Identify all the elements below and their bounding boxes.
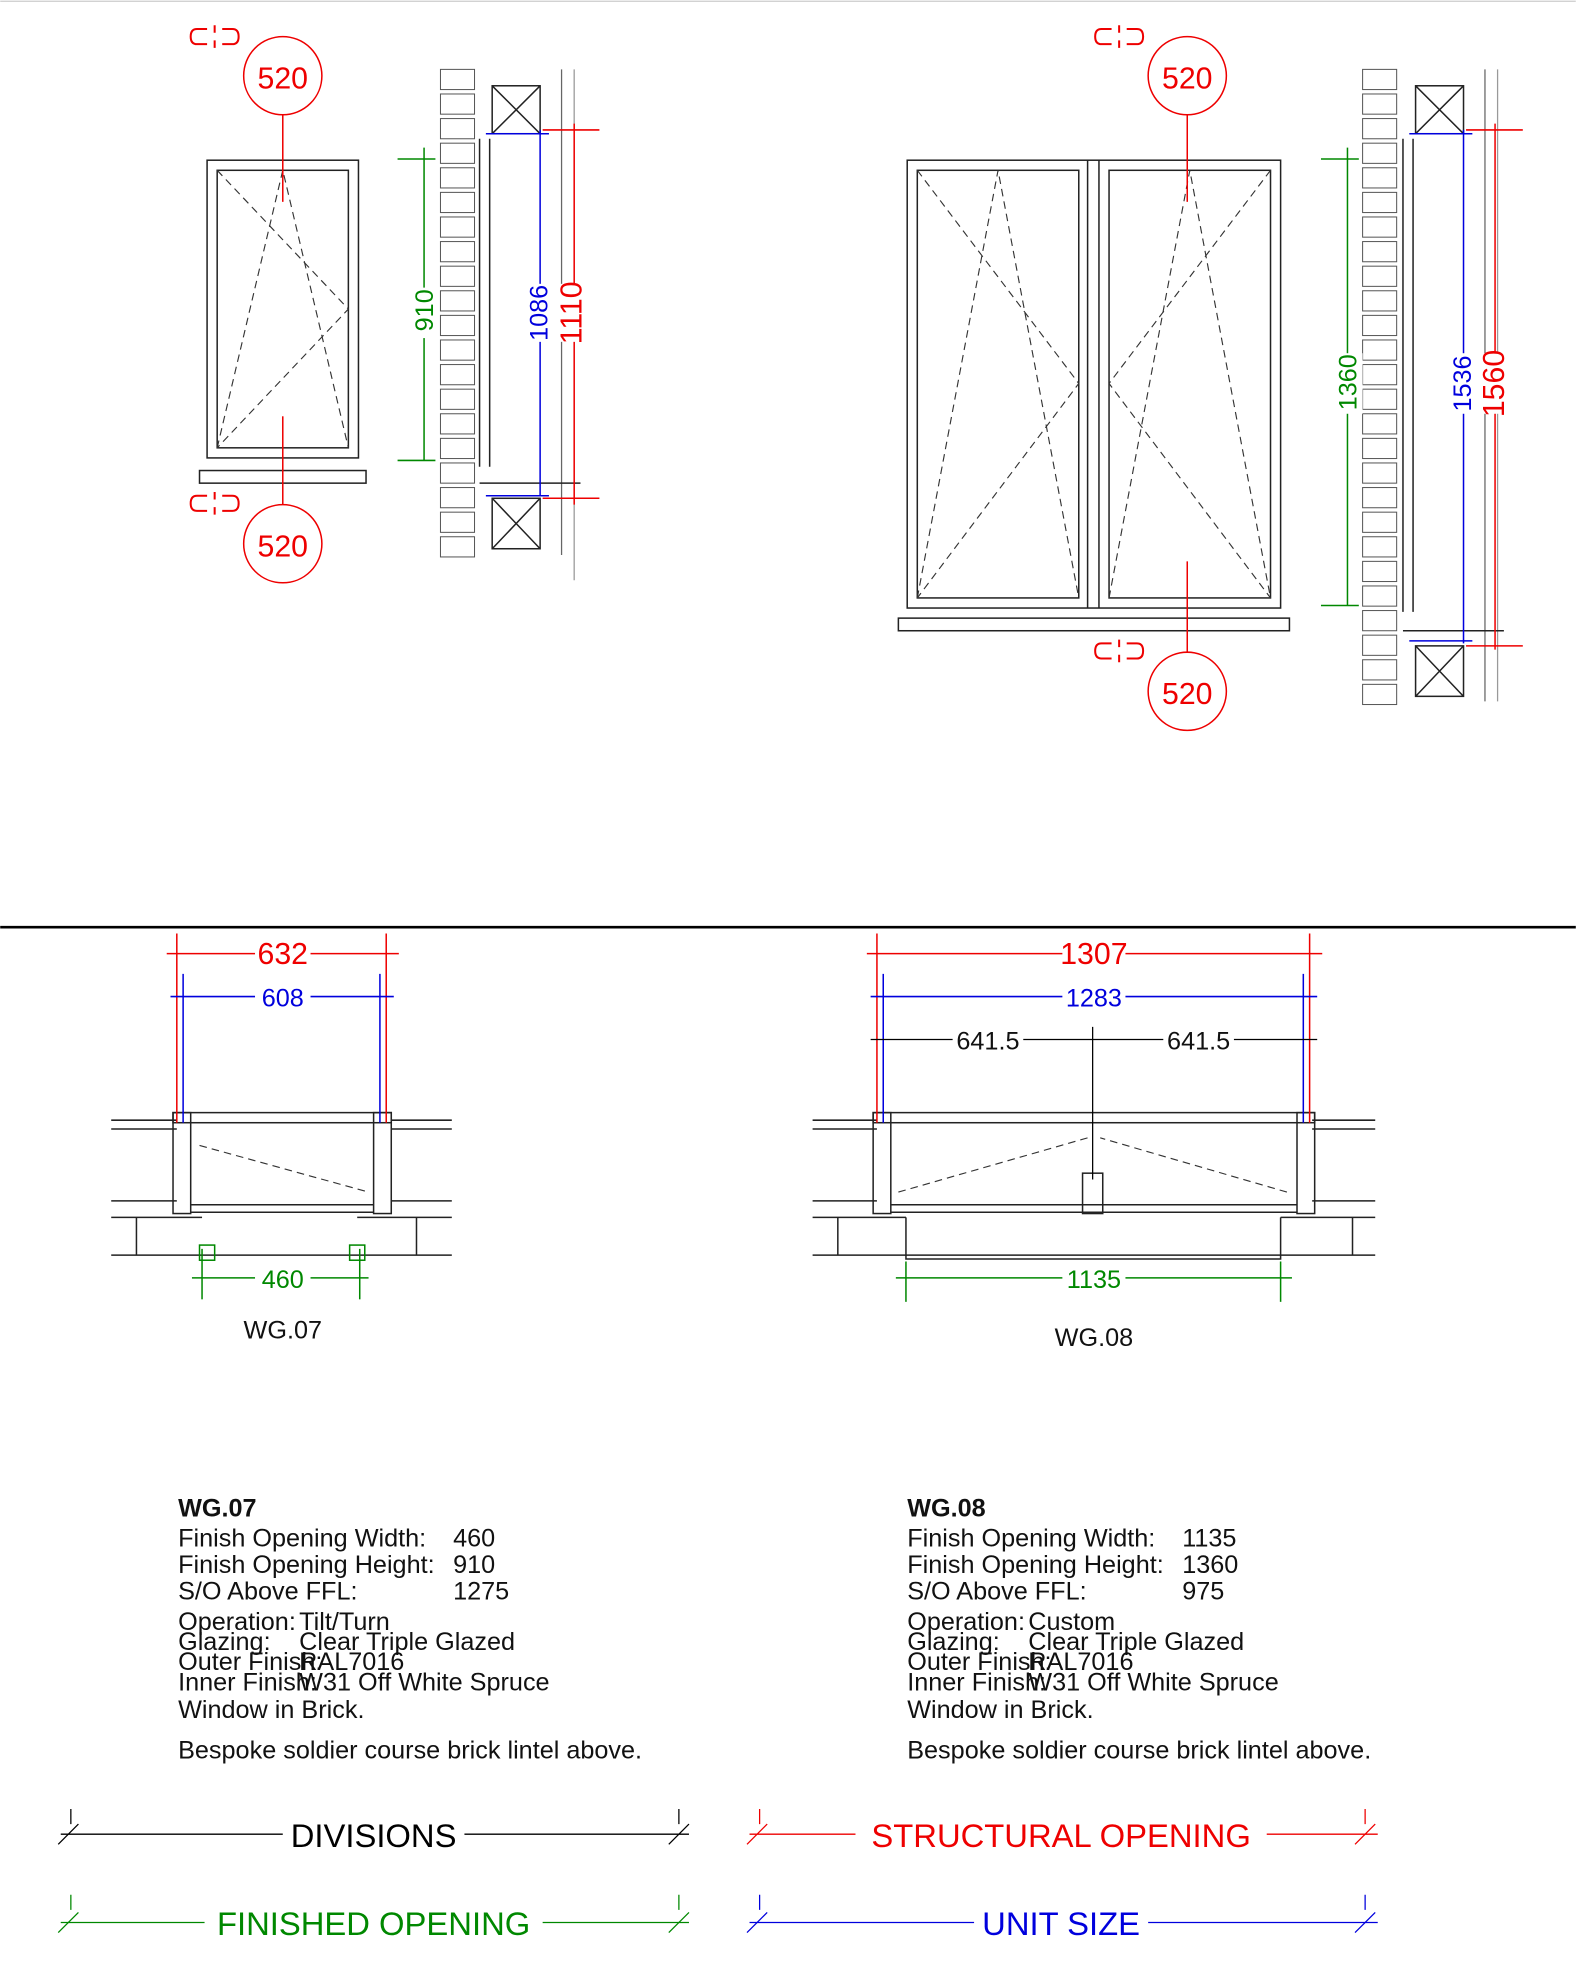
- detail-label: Outer Finish:: [178, 1648, 323, 1677]
- brick-course: [440, 414, 474, 434]
- dim-structural-height: 1560: [1477, 349, 1511, 418]
- detail-value: RAL7016: [299, 1648, 405, 1677]
- detail-label: Glazing:: [178, 1628, 271, 1657]
- brick-course: [1363, 217, 1397, 237]
- dim-unit-height: 1536: [1449, 355, 1478, 412]
- brick-course: [1363, 119, 1397, 139]
- brick-course: [1363, 365, 1397, 385]
- brick-course: [440, 291, 474, 311]
- dim-finished-height: 910: [410, 289, 439, 332]
- spec-label: Finish Opening Height:: [178, 1551, 435, 1580]
- brick-course: [440, 389, 474, 409]
- brick-course: [1363, 242, 1397, 262]
- dim-structural-height: 1110: [555, 281, 589, 345]
- brick-course: [1363, 635, 1397, 655]
- detail-value: W31 Off White Spruce: [299, 1668, 550, 1697]
- brick-course: [1363, 684, 1397, 704]
- legend-label: FINISHED OPENING: [216, 1905, 531, 1943]
- spec-label: S/O Above FFL:: [178, 1577, 358, 1606]
- spec-title: WG.07: [178, 1494, 257, 1523]
- legend-label: DIVISIONS: [290, 1816, 457, 1854]
- brick-course: [440, 69, 474, 89]
- wg07-spec: [178, 1494, 642, 1764]
- brick-course: [1363, 488, 1397, 508]
- brick-course: [440, 242, 474, 262]
- spec-label: S/O Above FFL:: [907, 1577, 1087, 1606]
- dim-unit-height: 1086: [525, 284, 554, 341]
- section-cut-icon: [191, 25, 239, 48]
- section-cut-icon: [1095, 640, 1143, 663]
- legend-unit-size: [747, 1895, 1378, 1943]
- brick-course: [440, 143, 474, 163]
- dim-division-left: 641.5: [956, 1027, 1020, 1056]
- section-ref-label: 520: [1162, 677, 1213, 711]
- dim-finished-width: 1135: [1066, 1265, 1122, 1294]
- spec-label: Finish Opening Height:: [907, 1551, 1164, 1580]
- spec-title: WG.08: [907, 1494, 986, 1523]
- brick-course: [1363, 69, 1397, 89]
- brick-course: [440, 266, 474, 286]
- section-marker-top[interactable]: [1095, 25, 1226, 115]
- brick-course: [1363, 561, 1397, 581]
- section-cut-icon: [191, 492, 239, 515]
- spec-label: Finish Opening Width:: [178, 1524, 427, 1553]
- wg07-section: [398, 69, 600, 580]
- detail-value: Clear Triple Glazed: [1028, 1628, 1245, 1657]
- spec-value: 910: [453, 1551, 496, 1580]
- brick-course: [1363, 414, 1397, 434]
- brick-course: [440, 365, 474, 385]
- detail-value: RAL7016: [1028, 1648, 1134, 1677]
- detail-label: Inner Finish:: [907, 1668, 1046, 1697]
- wg08-plan: [813, 933, 1376, 1352]
- brick-course: [440, 438, 474, 458]
- brick-course: [440, 168, 474, 188]
- detail-value: Clear Triple Glazed: [299, 1628, 516, 1657]
- dim-division-right: 641.5: [1167, 1027, 1231, 1056]
- section-ref-label: 520: [1162, 62, 1213, 96]
- brick-course: [440, 119, 474, 139]
- brick-course: [440, 94, 474, 114]
- legend: [58, 1809, 1378, 1943]
- spec-note: Bespoke soldier course brick lintel above.: [178, 1736, 643, 1765]
- window-tag: WG.08: [1054, 1323, 1134, 1352]
- detail-value: W31 Off White Spruce: [1028, 1668, 1279, 1697]
- wg07-elevation: [191, 25, 366, 583]
- brick-course: [1363, 660, 1397, 680]
- spec-label: Finish Opening Width:: [907, 1524, 1156, 1553]
- brick-course: [440, 512, 474, 532]
- brick-course: [1363, 340, 1397, 360]
- legend-label: UNIT SIZE: [982, 1905, 1141, 1943]
- brick-course: [440, 488, 474, 508]
- brick-course: [440, 340, 474, 360]
- wg08-section: [1321, 69, 1523, 704]
- brick-course: [1363, 512, 1397, 532]
- legend-finished-opening: [58, 1895, 689, 1943]
- section-ref-label: 520: [257, 62, 309, 96]
- section-cut-icon: [1095, 25, 1143, 48]
- dim-structural-width: 632: [257, 937, 309, 971]
- detail-label: Outer Finish:: [907, 1648, 1052, 1677]
- detail-label: Inner Finish:: [178, 1668, 317, 1697]
- dim-structural-width: 1307: [1060, 937, 1128, 971]
- brick-course: [1363, 438, 1397, 458]
- spec-value: 975: [1182, 1577, 1225, 1606]
- section-marker-bottom[interactable]: [191, 492, 322, 583]
- brick-course: [440, 315, 474, 335]
- brick-course: [440, 192, 474, 212]
- detail-label: Glazing:: [907, 1628, 1000, 1657]
- wg08-spec: [907, 1494, 1371, 1764]
- brick-course: [1363, 266, 1397, 286]
- spec-note: Window in Brick.: [178, 1696, 365, 1725]
- legend-label: STRUCTURAL OPENING: [871, 1816, 1251, 1854]
- brick-course: [1363, 143, 1397, 163]
- brick-course: [440, 537, 474, 557]
- brick-course: [440, 217, 474, 237]
- brick-course: [1363, 463, 1397, 483]
- section-ref-label: 520: [257, 530, 309, 564]
- brick-course: [440, 463, 474, 483]
- spec-value: 460: [453, 1524, 496, 1553]
- brick-course: [1363, 291, 1397, 311]
- brick-course: [1363, 537, 1397, 557]
- section-marker-top[interactable]: [191, 25, 322, 115]
- detail-value: Custom: [1028, 1607, 1116, 1636]
- spec-value: 1135: [1182, 1524, 1237, 1553]
- wg07-plan: [111, 933, 452, 1344]
- section-marker-bottom[interactable]: [1095, 640, 1226, 731]
- dim-finished-height: 1360: [1334, 354, 1363, 411]
- detail-label: Operation:: [907, 1607, 1025, 1636]
- spec-value: 1360: [1182, 1551, 1239, 1580]
- detail-value: Tilt/Turn: [299, 1607, 390, 1636]
- dim-unit-width: 1283: [1065, 984, 1122, 1013]
- brick-course: [1363, 94, 1397, 114]
- dim-finished-width: 460: [261, 1265, 304, 1294]
- spec-note: Bespoke soldier course brick lintel above.: [907, 1736, 1372, 1765]
- brick-course: [1363, 389, 1397, 409]
- spec-value: 1275: [453, 1577, 510, 1606]
- brick-course: [1363, 586, 1397, 606]
- detail-label: Operation:: [178, 1607, 296, 1636]
- wg08-elevation: [898, 25, 1289, 730]
- legend-structural-opening: [747, 1809, 1378, 1854]
- brick-course: [1363, 192, 1397, 212]
- window-tag: WG.07: [243, 1316, 323, 1345]
- brick-course: [1363, 168, 1397, 188]
- dim-unit-width: 608: [261, 984, 304, 1013]
- legend-divisions: [58, 1809, 689, 1854]
- brick-course: [1363, 611, 1397, 631]
- brick-course: [1363, 315, 1397, 335]
- spec-note: Window in Brick.: [907, 1696, 1094, 1725]
